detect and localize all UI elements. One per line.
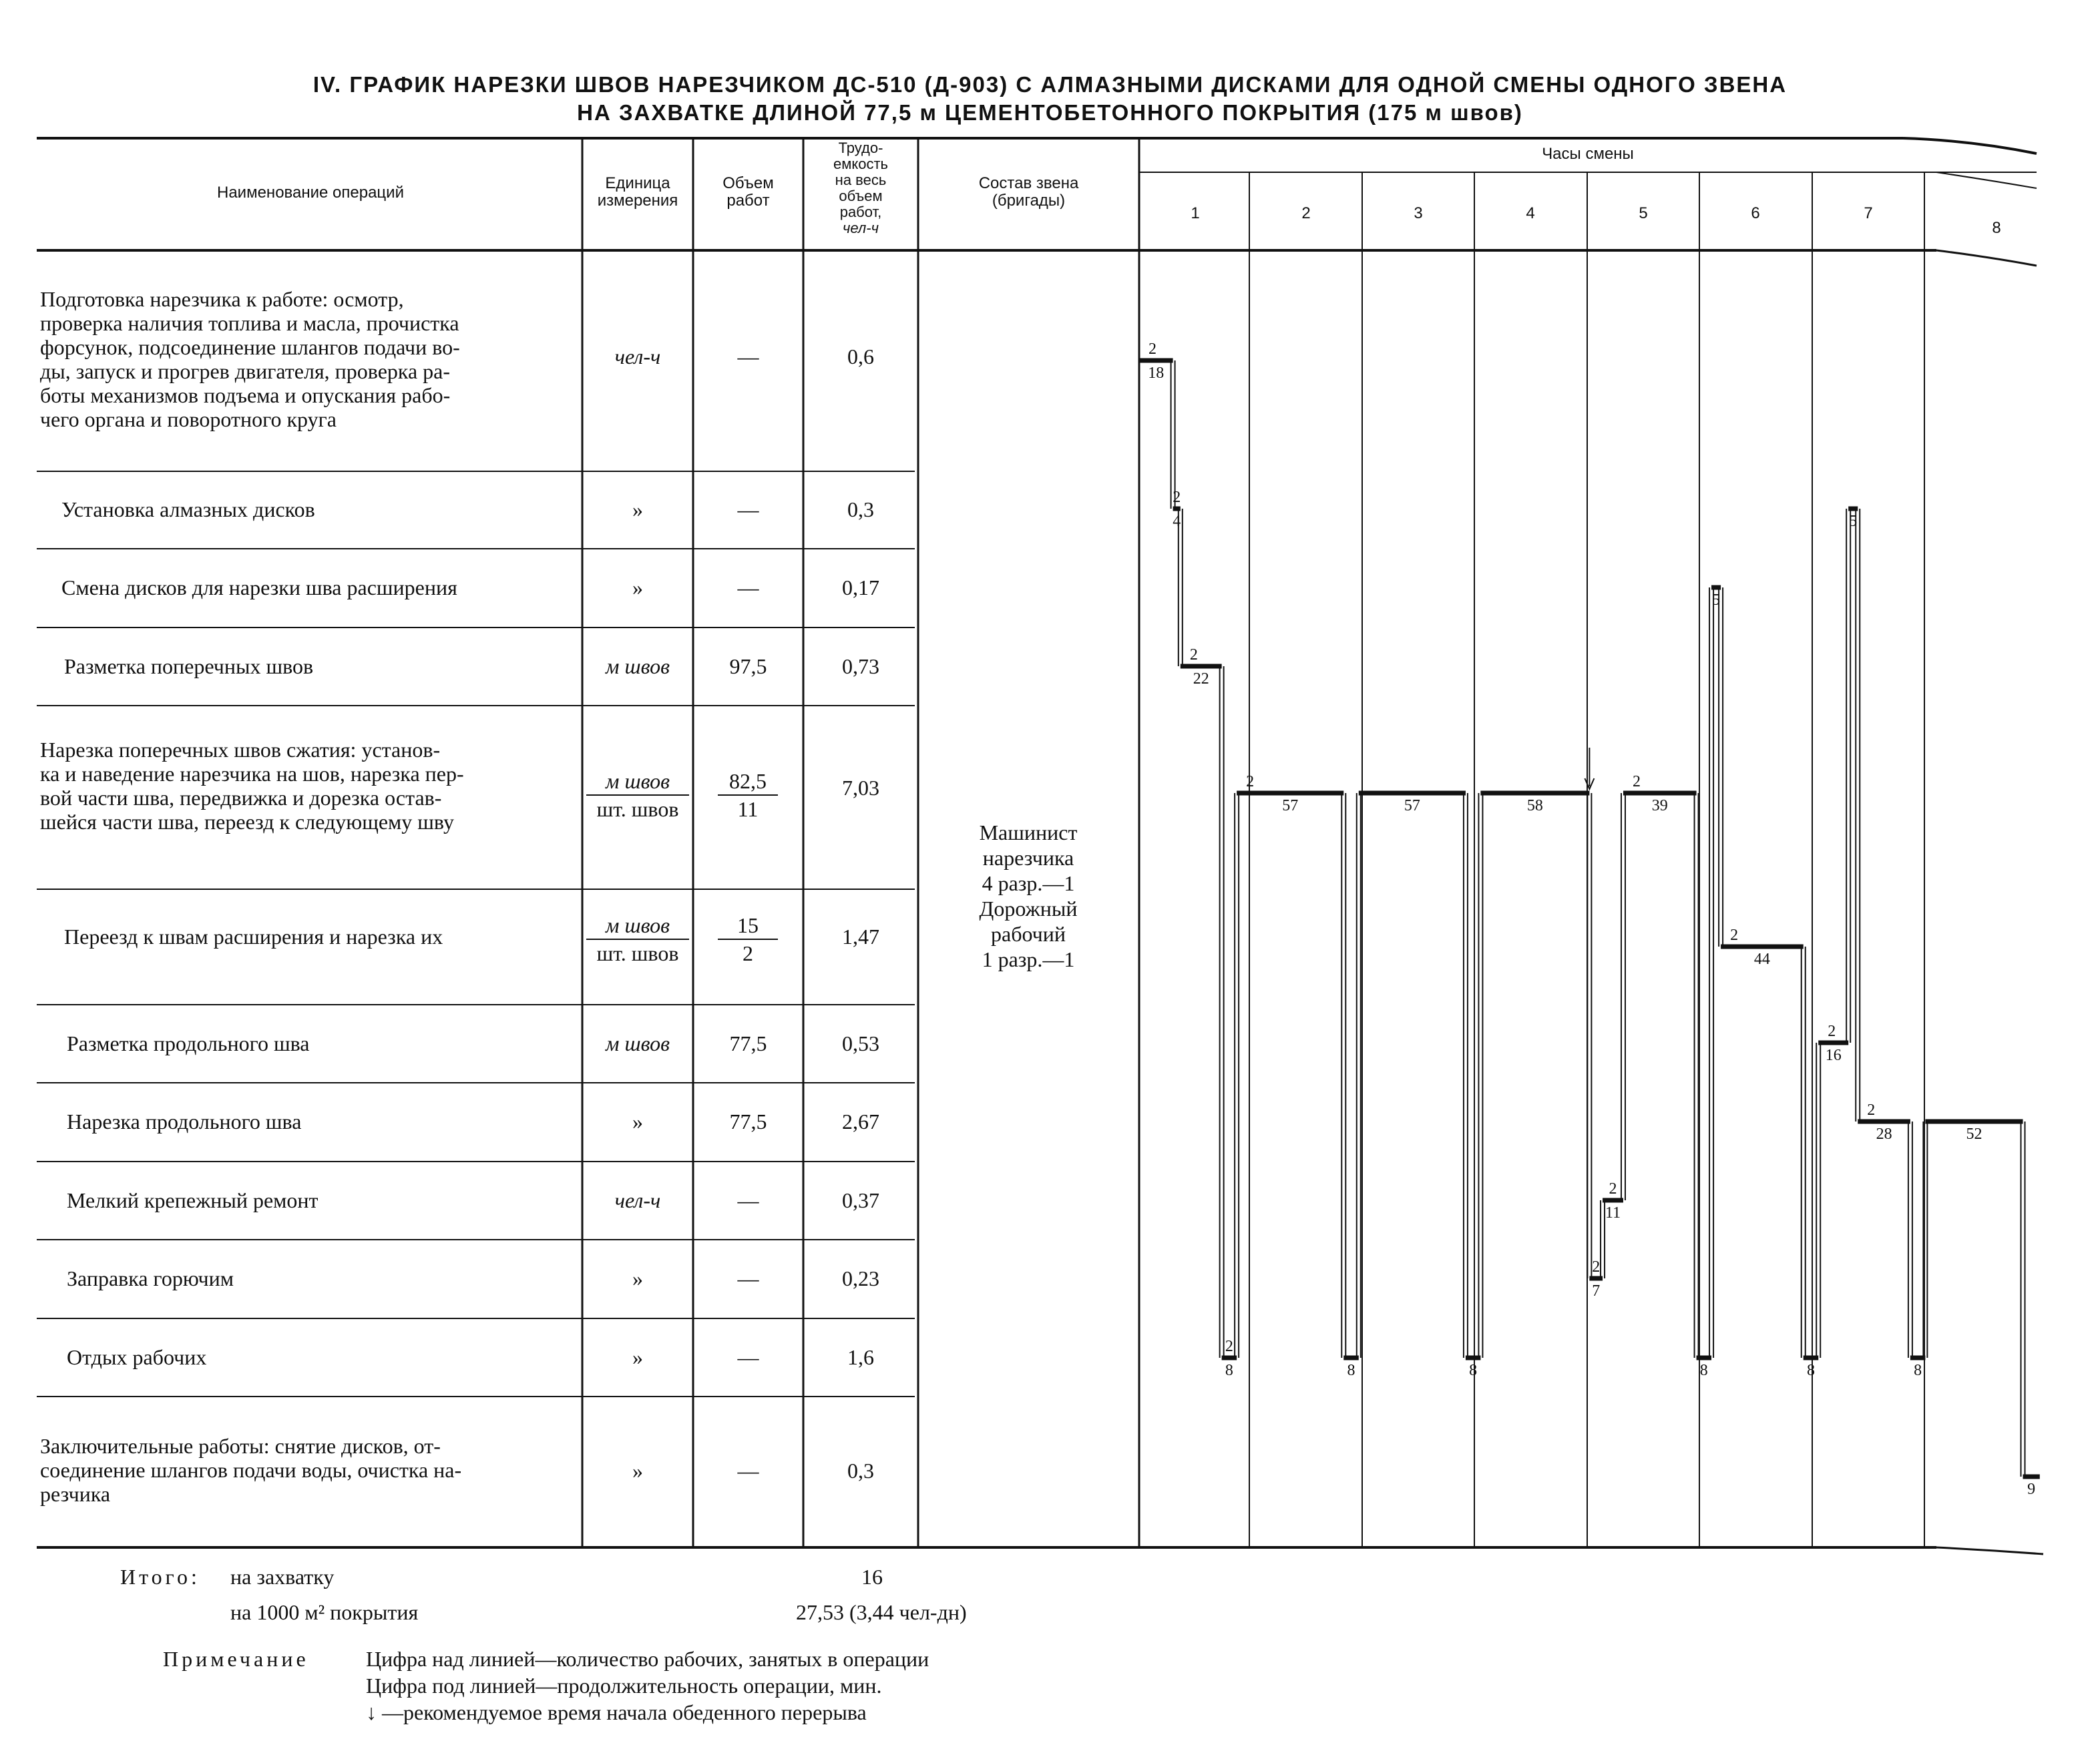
row-labor: 7,03 <box>842 776 879 800</box>
row-unit: » <box>632 497 643 521</box>
row-operation-name: Разметка продольного шва <box>67 1031 310 1055</box>
row-unit: м швов <box>606 1031 670 1055</box>
gantt-duration-label: 22 <box>1193 670 1209 688</box>
gantt-workers-label: 2 <box>1632 773 1641 790</box>
row-unit: чел-ч <box>614 344 661 368</box>
row-unit: м швов <box>606 654 670 678</box>
gantt-duration-label: 58 <box>1526 797 1543 814</box>
row-labor: 1,6 <box>847 1345 874 1369</box>
totals-label: Итого: <box>120 1565 200 1589</box>
gantt-duration-label: 7 <box>1592 1282 1601 1300</box>
hour-label: 3 <box>1414 204 1423 222</box>
row-unit-fraction: м швов шт. швов <box>586 912 689 967</box>
note-line-3: ↓ —рекомендуемое время начала обеденного перерыва <box>366 1700 867 1724</box>
gantt-duration-label: 44 <box>1753 951 1770 968</box>
row-volume-fraction: $\frac{82,5}{11}$ <box>718 768 778 822</box>
gantt-workers-label: 2 <box>1189 646 1198 664</box>
row-labor: 0,6 <box>847 344 874 368</box>
row-labor: 0,3 <box>847 1459 874 1483</box>
row-operation-name: Заправка горючим <box>67 1266 234 1290</box>
gantt-workers-label: 2 <box>1828 1023 1836 1040</box>
gantt-duration-label: 39 <box>1651 797 1668 814</box>
totals-per-1000-label: на 1000 м² покрытия <box>230 1600 419 1624</box>
gantt-duration-label: 8 <box>1225 1362 1233 1379</box>
row-unit: » <box>632 1345 643 1369</box>
totals-per-section-value: 16 <box>861 1565 883 1589</box>
row-labor: 0,53 <box>842 1031 879 1055</box>
header-crew: Состав звена (бригады) <box>978 174 1079 210</box>
page-title-line-2: НА ЗАХВАТКЕ ДЛИНОЙ 77,5 м ЦЕМЕНТОБЕТОННОГО ПОКРЫТИЯ (175 м швов) <box>577 100 1523 125</box>
row-operation-name: Нарезка продольного шва <box>67 1109 302 1134</box>
row-volume: — <box>737 497 759 521</box>
gantt-workers-label: 2 <box>1867 1101 1876 1119</box>
hour-label: 2 <box>1301 204 1311 222</box>
hour-label: 6 <box>1751 204 1760 222</box>
note-line-2: Цифра под линией—продолжительность операции, мин. <box>366 1674 882 1698</box>
row-volume: — <box>737 1459 759 1483</box>
row-operation-name: Подготовка нарезчика к работе: осмотр, проверка наличия топлива и масла, прочистка форсунок, подсоединение шлангов подачи во- ды, запуск и прогрев двигателя, проверка ра- боты механизмов подъема и опускания рабо- чего органа и поворотного круга <box>40 287 460 431</box>
row-operation-name: Заключительные работы: снятие дисков, от- соединение шлангов подачи воды, очистка на- резчика <box>40 1434 462 1506</box>
gantt-duration-label: 18 <box>1148 364 1165 382</box>
totals-per-1000-value: 27,53 (3,44 чел-дн) <box>796 1600 967 1624</box>
row-volume: 77,5 <box>729 1109 767 1134</box>
gantt-duration-label: 8 <box>1914 1362 1922 1379</box>
gantt-workers-label: 2 <box>1173 489 1181 506</box>
row-operation-name: Переезд к швам расширения и нарезка их <box>64 925 443 949</box>
row-labor: 0,37 <box>842 1188 879 1212</box>
row-unit: » <box>632 1459 643 1483</box>
row-operation-name: Установка алмазных дисков <box>61 497 315 521</box>
hour-label: 7 <box>1864 204 1873 222</box>
row-volume: — <box>737 344 759 368</box>
gantt-duration-label: 57 <box>1404 797 1420 814</box>
row-volume: 97,5 <box>729 654 767 678</box>
row-operation-name: Мелкий крепежный ремонт <box>67 1188 319 1212</box>
row-operation-name: Отдых рабочих <box>67 1345 207 1369</box>
row-volume-fraction: $\frac{15}{2}$ <box>718 912 778 967</box>
gantt-workers-label: 2 <box>1592 1258 1601 1276</box>
page-title-line-1: IV. ГРАФИК НАРЕЗКИ ШВОВ НАРЕЗЧИКОМ ДС-510 (Д-903) С АЛМАЗНЫМИ ДИСКАМИ ДЛЯ ОДНОЙ СМЕНЫ ОДНОГО ЗВЕНА <box>312 72 1788 97</box>
gantt-workers-label: 2 <box>1148 340 1157 358</box>
gantt-duration-label: 28 <box>1876 1126 1892 1143</box>
row-operation-name: Смена дисков для нарезки шва расширения <box>61 575 457 599</box>
row-labor: 0,3 <box>847 497 874 521</box>
gantt-duration-label: 11 <box>1605 1204 1621 1222</box>
header-labor: Трудо- емкость на весь объем работ, чел-ч <box>833 140 888 236</box>
hour-label: 5 <box>1639 204 1648 222</box>
gantt-duration-label: 8 <box>1347 1362 1355 1379</box>
header-volume: Объем работ <box>722 174 774 210</box>
row-unit: » <box>632 1266 643 1290</box>
gantt-duration-label: 8 <box>1469 1362 1478 1379</box>
row-unit: » <box>632 575 643 599</box>
row-volume: 77,5 <box>729 1031 767 1055</box>
gantt-duration-label: 5 <box>1712 591 1721 609</box>
totals-per-section-label: на захватку <box>230 1565 335 1589</box>
row-operation-name: Нарезка поперечных швов сжатия: установ- ка и наведение нарезчика на шов, нарезка пер- вой части шва, передвижка и дорезка остав- шейся части шва, переезд к следующему шву <box>40 738 464 834</box>
row-labor: 0,23 <box>842 1266 879 1290</box>
note-label: Примечание <box>163 1647 309 1671</box>
gantt-workers-label: 2 <box>1225 1338 1233 1355</box>
row-unit: чел-ч <box>614 1188 661 1212</box>
row-unit-fraction: м швов шт. швов <box>586 768 689 822</box>
gantt-duration-label: 5 <box>1849 513 1858 530</box>
gantt-workers-label: 2 <box>1730 927 1739 944</box>
row-labor: 0,73 <box>842 654 879 678</box>
hour-label: 8 <box>1992 219 2001 237</box>
gantt-duration-label: 8 <box>1699 1362 1708 1379</box>
header-hours-title: Часы смены <box>1542 145 1634 163</box>
row-labor: 0,17 <box>842 575 879 599</box>
gantt-workers-label: 2 <box>1246 773 1255 790</box>
gantt-workers-label: 2 <box>1609 1180 1617 1198</box>
row-labor: 2,67 <box>842 1109 879 1134</box>
row-volume: — <box>737 1266 759 1290</box>
gantt-duration-label: 52 <box>1966 1126 1982 1143</box>
gantt-duration-label: 16 <box>1825 1047 1842 1064</box>
gantt-duration-label: 9 <box>2027 1481 2036 1498</box>
crew-composition: Машинист нарезчика 4 разр.—1 Дорожный рабочий 1 разр.—1 <box>979 820 1078 971</box>
gantt-duration-label: 57 <box>1282 797 1299 814</box>
row-labor: 1,47 <box>842 925 879 949</box>
row-volume: — <box>737 1345 759 1369</box>
gantt-duration-label: 8 <box>1806 1362 1815 1379</box>
hour-label: 4 <box>1526 204 1535 222</box>
row-unit: » <box>632 1109 643 1134</box>
note-line-1: Цифра над линией—количество рабочих, занятых в операции <box>366 1647 929 1671</box>
row-volume: — <box>737 1188 759 1212</box>
header-operation: Наименование операций <box>217 184 404 202</box>
row-operation-name: Разметка поперечных швов <box>64 654 314 678</box>
gantt-duration-label: 4 <box>1173 513 1181 530</box>
row-volume: — <box>737 575 759 599</box>
hour-label: 1 <box>1191 204 1200 222</box>
header-unit: Единица измерения <box>597 174 678 210</box>
